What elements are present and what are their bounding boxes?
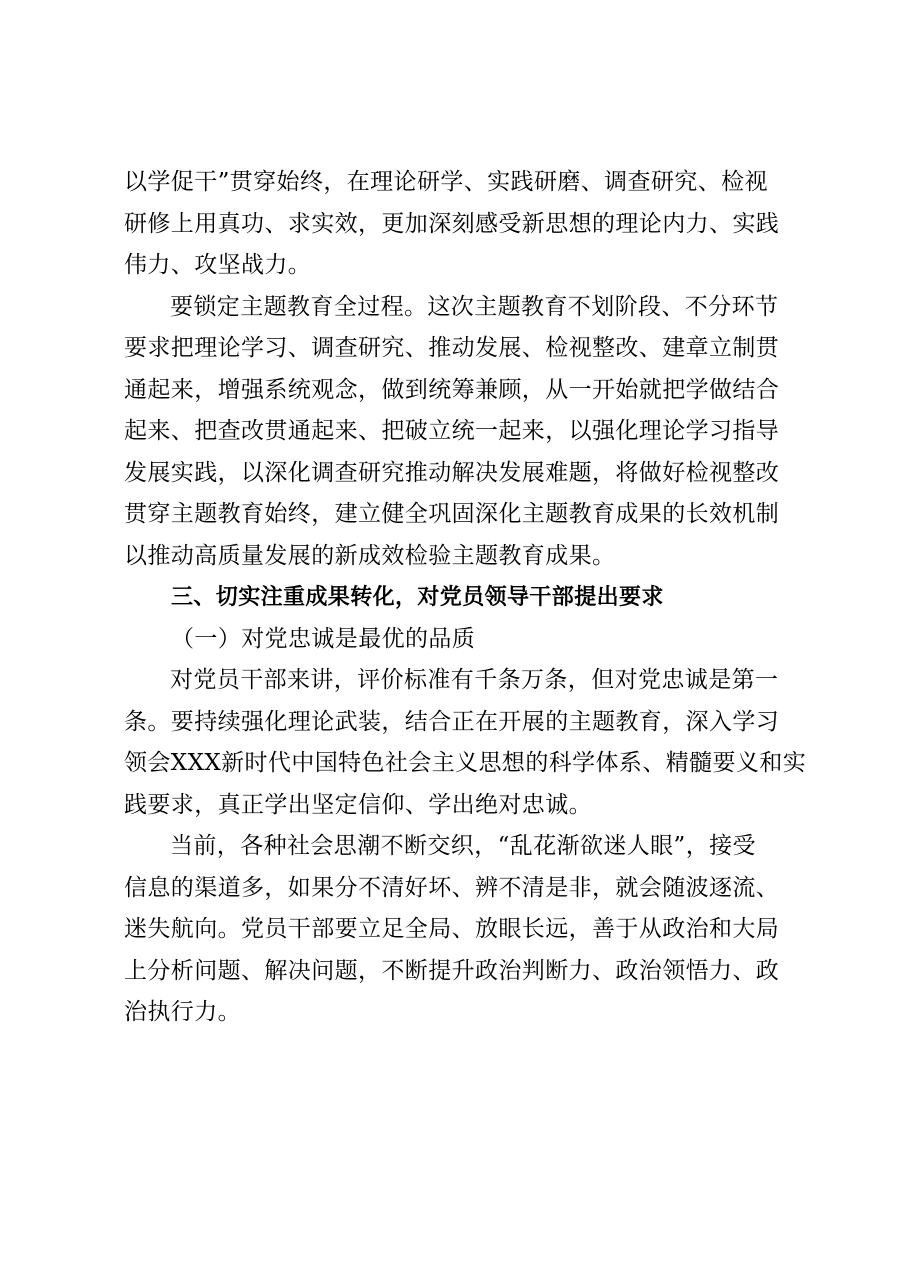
text-line: 践要求，真正学出坚定信仰、学出绝对忠诚。 [124,791,592,818]
document-page [124,162,829,1034]
text-line: 信息的渠道多，如果分不清好坏、辨不清是非，就会随波逐流、 [124,874,780,901]
text-line: 伟力、攻坚战力。 [124,252,312,278]
text-line: 贯穿主题教育始终，建立健全巩固深化主题教育成果的长效机制 [124,501,780,527]
subsection-heading: （一）对党忠诚是最优的品质 [171,625,476,652]
text-line: 通起来，增强系统观念，做到统筹兼顾，从一开始就把学做结合 [124,376,780,403]
text-line: 领会XXX新时代中国特色社会主义思想的科学体系、精髓要义和实 [124,750,807,776]
text-line: 迷失航向。党员干部要立足全局、放眼长远，善于从政治和大局 [124,916,780,942]
paragraph-theme-education [124,287,829,578]
text-line: 条。要持续强化理论武装，结合正在开展的主题教育，深入学习 [124,708,780,735]
text-line: 要求把理论学习、调查研究、推动发展、检视整改、建章立制贯 [124,335,780,361]
text-line: 以学促干”贯穿始终，在理论研学、实践研磨、调查研究、检视 [124,169,768,195]
text-line: 以推动高质量发展的新成效检验主题教育成果。 [124,542,616,569]
paragraph-continuation [124,162,829,287]
text-line: 发展实践，以深化调查研究推动解决发展难题，将做好检视整改 [124,459,780,486]
paragraph-current-situation [124,826,829,1034]
text-line: 要锁定主题教育全过程。这次主题教育不划阶段、不分环节 [170,293,779,320]
text-line: 研修上用真功、求实效，更加深刻感受新思想的理论内力、实践 [124,210,780,237]
text-line: 上分析问题、解决问题，不断提升政治判断力、政治领悟力、政 [124,957,780,984]
text-line: 当前，各种社会思潮不断交织，“乱花渐欲迷人眼”，接受 [170,833,756,859]
paragraph-loyalty [124,660,829,826]
text-line: 治执行力。 [124,999,241,1025]
text-line: 起来、把查改贯通起来、把破立统一起来，以强化理论学习指导 [124,418,780,444]
section-heading: 三、切实注重成果转化，对党员领导干部提出要求 [171,585,664,610]
text-line: 对党员干部来讲，评价标准有千条万条，但对党忠诚是第一 [170,667,779,693]
